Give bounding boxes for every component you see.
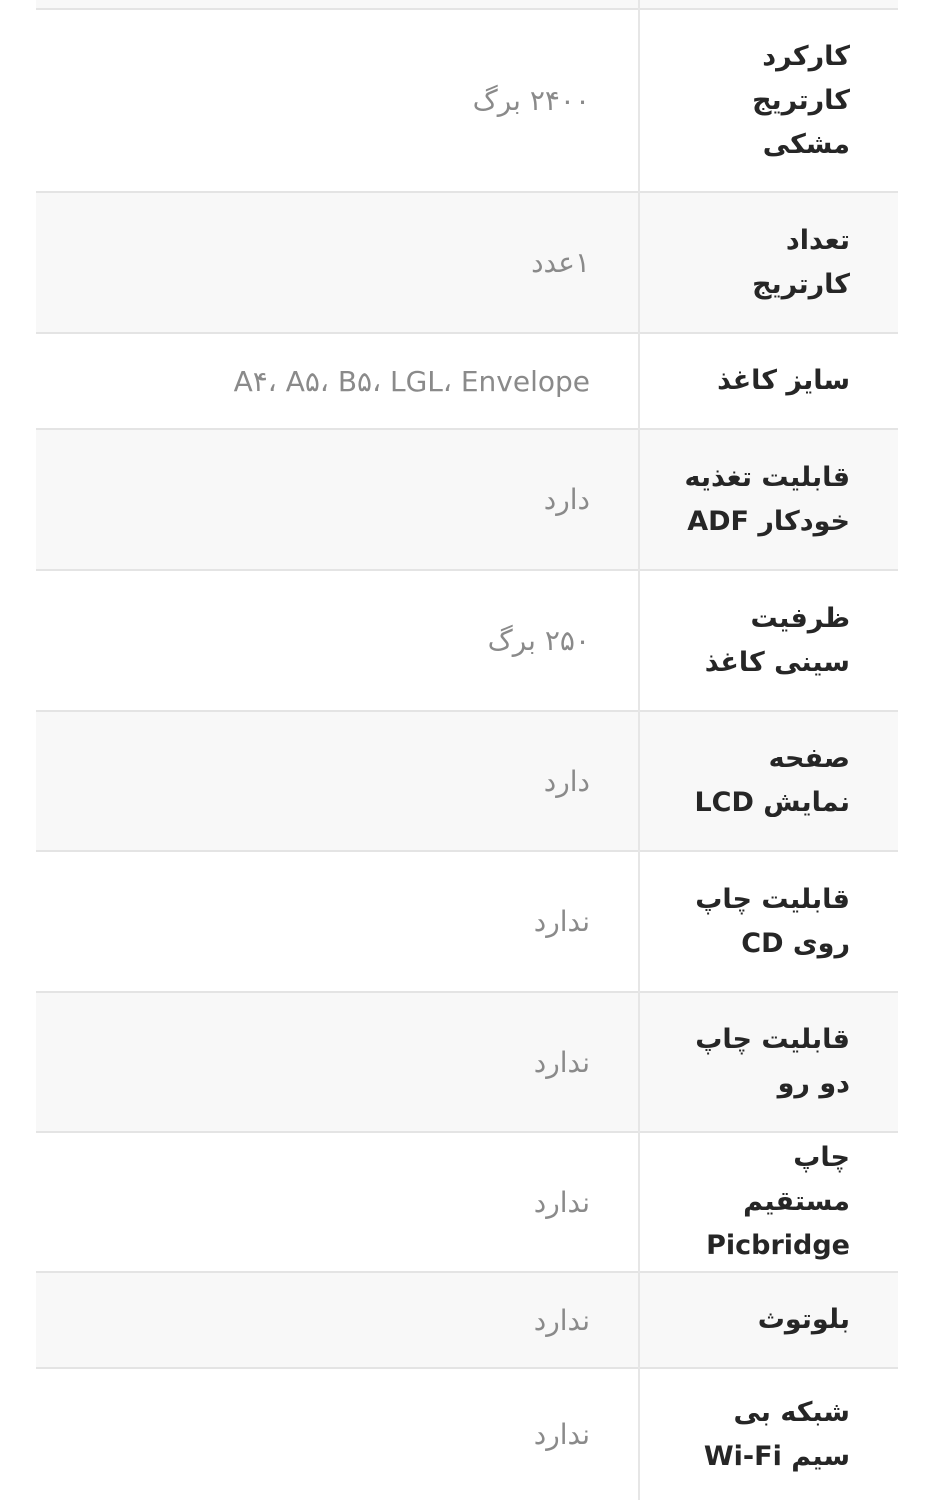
spec-value: ندارد bbox=[533, 1045, 590, 1079]
spec-label: قابلیت چاپ دو رو bbox=[695, 1024, 850, 1099]
column-divider bbox=[638, 0, 640, 1500]
spec-value: ۱عدد bbox=[531, 246, 590, 279]
spec-label: قابلیت چاپ روی CD bbox=[695, 883, 850, 959]
spec-value-cell bbox=[36, 10, 638, 191]
spec-value: ۲۵۰ برگ bbox=[487, 624, 590, 657]
spec-value: ندارد bbox=[533, 1185, 590, 1219]
spec-value-cell bbox=[36, 1133, 638, 1271]
spec-row-tray-capacity bbox=[36, 571, 898, 712]
spec-value-cell bbox=[36, 193, 638, 332]
spec-row-black-cartridge-yield bbox=[36, 10, 898, 193]
spec-value-cell bbox=[36, 571, 638, 710]
spec-label: سایز کاغذ bbox=[717, 365, 850, 396]
spec-label-cell bbox=[640, 1369, 898, 1500]
spec-value: دارد bbox=[543, 764, 590, 798]
spec-label-cell bbox=[640, 334, 898, 428]
previous-row-edge bbox=[36, 0, 898, 10]
spec-value: دارد bbox=[543, 483, 590, 516]
spec-row-wifi bbox=[36, 1369, 898, 1500]
spec-row-cartridge-count bbox=[36, 193, 898, 334]
spec-label-cell bbox=[640, 993, 898, 1131]
spec-row-lcd bbox=[36, 712, 898, 852]
spec-label-cell bbox=[640, 852, 898, 991]
spec-row-paper-size bbox=[36, 334, 898, 430]
spec-value-cell bbox=[36, 852, 638, 991]
spec-value-cell bbox=[36, 1369, 638, 1500]
spec-value: ندارد bbox=[533, 905, 590, 938]
spec-label-cell bbox=[640, 1133, 898, 1271]
spec-label-cell bbox=[640, 193, 898, 332]
spec-label-cell bbox=[640, 1273, 898, 1367]
specifications-table bbox=[36, 0, 898, 1500]
spec-label-cell bbox=[640, 430, 898, 569]
spec-value: ندارد bbox=[533, 1418, 590, 1451]
spec-row-adf bbox=[36, 430, 898, 571]
spec-value: A۴، A۵، B۵، LGL، Envelope bbox=[233, 364, 590, 398]
spec-label: کارکرد کارتریج مشکی bbox=[752, 40, 850, 160]
spec-label: تعداد کارتریج bbox=[752, 224, 850, 300]
spec-row-cd-print bbox=[36, 852, 898, 993]
spec-value-cell bbox=[36, 712, 638, 850]
spec-label-cell bbox=[640, 571, 898, 710]
spec-label-cell bbox=[640, 10, 898, 191]
spec-value-cell bbox=[36, 430, 638, 569]
spec-label: بلوتوث bbox=[757, 1304, 850, 1335]
spec-value: ندارد bbox=[533, 1303, 590, 1337]
spec-label: قابلیت تغذیه خودکار ADF bbox=[684, 461, 850, 537]
spec-value-cell bbox=[36, 993, 638, 1131]
spec-label-cell bbox=[640, 712, 898, 850]
spec-row-bluetooth bbox=[36, 1273, 898, 1369]
spec-label: ظرفیت سینی کاغذ bbox=[704, 602, 850, 678]
spec-label: شبکه بی سیم Wi-Fi bbox=[703, 1396, 850, 1472]
spec-row-duplex bbox=[36, 993, 898, 1133]
spec-row-picbridge bbox=[36, 1133, 898, 1273]
spec-label: صفحه نمایش LCD bbox=[694, 743, 850, 818]
spec-value-cell bbox=[36, 334, 638, 428]
spec-value-cell bbox=[36, 1273, 638, 1367]
spec-label: چاپ مستقیم Picbridge bbox=[706, 1142, 850, 1261]
spec-value: ۲۴۰۰ برگ bbox=[472, 84, 590, 117]
